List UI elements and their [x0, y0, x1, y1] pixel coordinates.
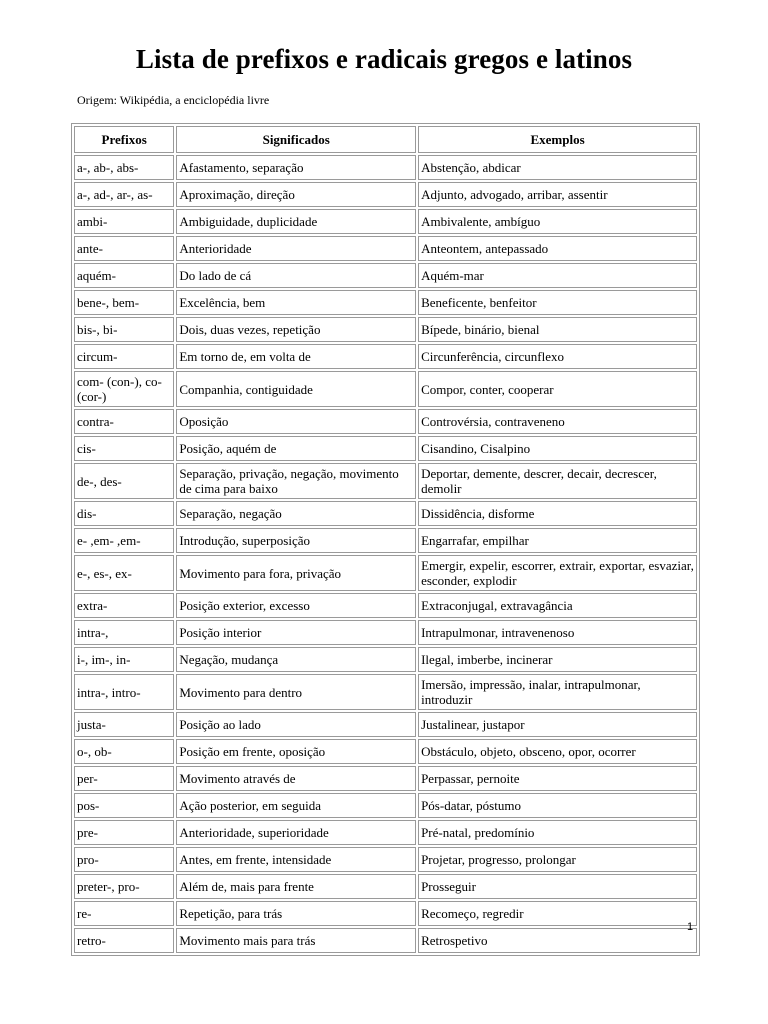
- cell-prefixo: justa-: [74, 712, 174, 737]
- table-row: [74, 155, 697, 180]
- cell-significado: Afastamento, separação: [176, 155, 416, 180]
- page-title: Lista de prefixos e radicais gregos e latinos: [135, 44, 633, 74]
- cell-exemplo: Anteontem, antepassado: [418, 236, 697, 261]
- cell-exemplo: Recomeço, regredir: [418, 901, 697, 926]
- table-row: [74, 874, 697, 899]
- table-row: [74, 593, 697, 618]
- cell-prefixo: a-, ad-, ar-, as-: [74, 182, 174, 207]
- cell-significado: Aproximação, direção: [176, 182, 416, 207]
- cell-significado: Movimento mais para trás: [176, 928, 416, 953]
- cell-exemplo: Ambivalente, ambíguo: [418, 209, 697, 234]
- cell-significado: Movimento através de: [176, 766, 416, 791]
- cell-prefixo: re-: [74, 901, 174, 926]
- header-exemplos: Exemplos: [418, 126, 697, 153]
- cell-prefixo: e-, es-, ex-: [74, 555, 174, 591]
- table-row: [74, 712, 697, 737]
- cell-exemplo: Projetar, progresso, prolongar: [418, 847, 697, 872]
- table-row: [74, 409, 697, 434]
- origin-note: Origem: Wikipédia, a enciclopédia livre: [77, 93, 270, 107]
- cell-significado: Anterioridade, superioridade: [176, 820, 416, 845]
- table-row: [74, 647, 697, 672]
- cell-exemplo: Aquém-mar: [418, 263, 697, 288]
- cell-prefixo: circum-: [74, 344, 174, 369]
- page-number: 1: [687, 921, 694, 933]
- cell-exemplo: Imersão, impressão, inalar, intrapulmonar, introduzir: [418, 674, 697, 710]
- cell-exemplo: Compor, conter, cooperar: [418, 371, 697, 407]
- cell-exemplo: Deportar, demente, descrer, decair, decrescer, demolir: [418, 463, 697, 499]
- cell-exemplo: Controvérsia, contraveneno: [418, 409, 697, 434]
- cell-significado: Repetição, para trás: [176, 901, 416, 926]
- cell-significado: Negação, mudança: [176, 647, 416, 672]
- table-row: [74, 501, 697, 526]
- table-row: [74, 344, 697, 369]
- cell-prefixo: cis-: [74, 436, 174, 461]
- cell-exemplo: Circunferência, circunflexo: [418, 344, 697, 369]
- cell-prefixo: retro-: [74, 928, 174, 953]
- cell-prefixo: per-: [74, 766, 174, 791]
- cell-significado: Introdução, superposição: [176, 528, 416, 553]
- table-row: [74, 209, 697, 234]
- cell-exemplo: Dissidência, disforme: [418, 501, 697, 526]
- cell-exemplo: Emergir, expelir, escorrer, extrair, exportar, esvaziar, esconder, explodir: [418, 555, 697, 591]
- table-row: [74, 928, 697, 953]
- header-prefixos: Prefixos: [74, 126, 174, 153]
- cell-prefixo: bene-, bem-: [74, 290, 174, 315]
- cell-significado: Do lado de cá: [176, 263, 416, 288]
- cell-significado: Posição ao lado: [176, 712, 416, 737]
- cell-prefixo: com- (con-), co- (cor-): [74, 371, 174, 407]
- cell-exemplo: Bípede, binário, bienal: [418, 317, 697, 342]
- cell-prefixo: ante-: [74, 236, 174, 261]
- cell-prefixo: intra-, intro-: [74, 674, 174, 710]
- table-row: [74, 674, 697, 710]
- cell-prefixo: bis-, bi-: [74, 317, 174, 342]
- cell-significado: Ação posterior, em seguida: [176, 793, 416, 818]
- cell-prefixo: ambi-: [74, 209, 174, 234]
- cell-prefixo: contra-: [74, 409, 174, 434]
- table-row: [74, 528, 697, 553]
- cell-significado: Posição exterior, excesso: [176, 593, 416, 618]
- cell-exemplo: Adjunto, advogado, arribar, assentir: [418, 182, 697, 207]
- cell-significado: Anterioridade: [176, 236, 416, 261]
- table-row: [74, 820, 697, 845]
- table-row: [74, 739, 697, 764]
- cell-exemplo: Pré-natal, predomínio: [418, 820, 697, 845]
- table-row: [74, 436, 697, 461]
- cell-significado: Movimento para dentro: [176, 674, 416, 710]
- cell-exemplo: Retrospetivo: [418, 928, 697, 953]
- cell-significado: Excelência, bem: [176, 290, 416, 315]
- cell-significado: Antes, em frente, intensidade: [176, 847, 416, 872]
- table-row: [74, 317, 697, 342]
- cell-prefixo: intra-,: [74, 620, 174, 645]
- cell-significado: Ambiguidade, duplicidade: [176, 209, 416, 234]
- cell-prefixo: dis-: [74, 501, 174, 526]
- cell-exemplo: Beneficente, benfeitor: [418, 290, 697, 315]
- table-body: [74, 155, 697, 953]
- cell-exemplo: Engarrafar, empilhar: [418, 528, 697, 553]
- cell-exemplo: Justalinear, justapor: [418, 712, 697, 737]
- table-row: [74, 236, 697, 261]
- table-row: [74, 620, 697, 645]
- cell-exemplo: Perpassar, pernoite: [418, 766, 697, 791]
- cell-significado: Separação, negação: [176, 501, 416, 526]
- cell-prefixo: de-, des-: [74, 463, 174, 499]
- table-row: [74, 793, 697, 818]
- cell-exemplo: Abstenção, abdicar: [418, 155, 697, 180]
- cell-significado: Posição em frente, oposição: [176, 739, 416, 764]
- cell-significado: Posição, aquém de: [176, 436, 416, 461]
- cell-significado: Movimento para fora, privação: [176, 555, 416, 591]
- cell-significado: Em torno de, em volta de: [176, 344, 416, 369]
- table-header-row: [74, 126, 697, 153]
- cell-significado: Companhia, contiguidade: [176, 371, 416, 407]
- cell-significado: Separação, privação, negação, movimento de cima para baixo: [176, 463, 416, 499]
- cell-prefixo: extra-: [74, 593, 174, 618]
- cell-exemplo: Obstáculo, objeto, obsceno, opor, ocorrer: [418, 739, 697, 764]
- cell-prefixo: aquém-: [74, 263, 174, 288]
- table-row: [74, 463, 697, 499]
- cell-prefixo: a-, ab-, abs-: [74, 155, 174, 180]
- cell-exemplo: Intrapulmonar, intravenenoso: [418, 620, 697, 645]
- table-row: [74, 555, 697, 591]
- cell-prefixo: e- ,em- ,em-: [74, 528, 174, 553]
- header-significados: Significados: [176, 126, 416, 153]
- cell-exemplo: Pós-datar, póstumo: [418, 793, 697, 818]
- table-row: [74, 182, 697, 207]
- table-row: [74, 263, 697, 288]
- cell-prefixo: pre-: [74, 820, 174, 845]
- cell-significado: Oposição: [176, 409, 416, 434]
- cell-prefixo: o-, ob-: [74, 739, 174, 764]
- cell-exemplo: Prosseguir: [418, 874, 697, 899]
- cell-prefixo: pro-: [74, 847, 174, 872]
- table-row: [74, 847, 697, 872]
- cell-exemplo: Extraconjugal, extravagância: [418, 593, 697, 618]
- table-row: [74, 766, 697, 791]
- prefix-table: [71, 123, 700, 956]
- cell-exemplo: Ilegal, imberbe, incinerar: [418, 647, 697, 672]
- cell-significado: Posição interior: [176, 620, 416, 645]
- cell-prefixo: pos-: [74, 793, 174, 818]
- table-row: [74, 371, 697, 407]
- cell-significado: Dois, duas vezes, repetição: [176, 317, 416, 342]
- cell-prefixo: preter-, pro-: [74, 874, 174, 899]
- table-row: [74, 290, 697, 315]
- table-row: [74, 901, 697, 926]
- cell-exemplo: Cisandino, Cisalpino: [418, 436, 697, 461]
- cell-significado: Além de, mais para frente: [176, 874, 416, 899]
- cell-prefixo: i-, im-, in-: [74, 647, 174, 672]
